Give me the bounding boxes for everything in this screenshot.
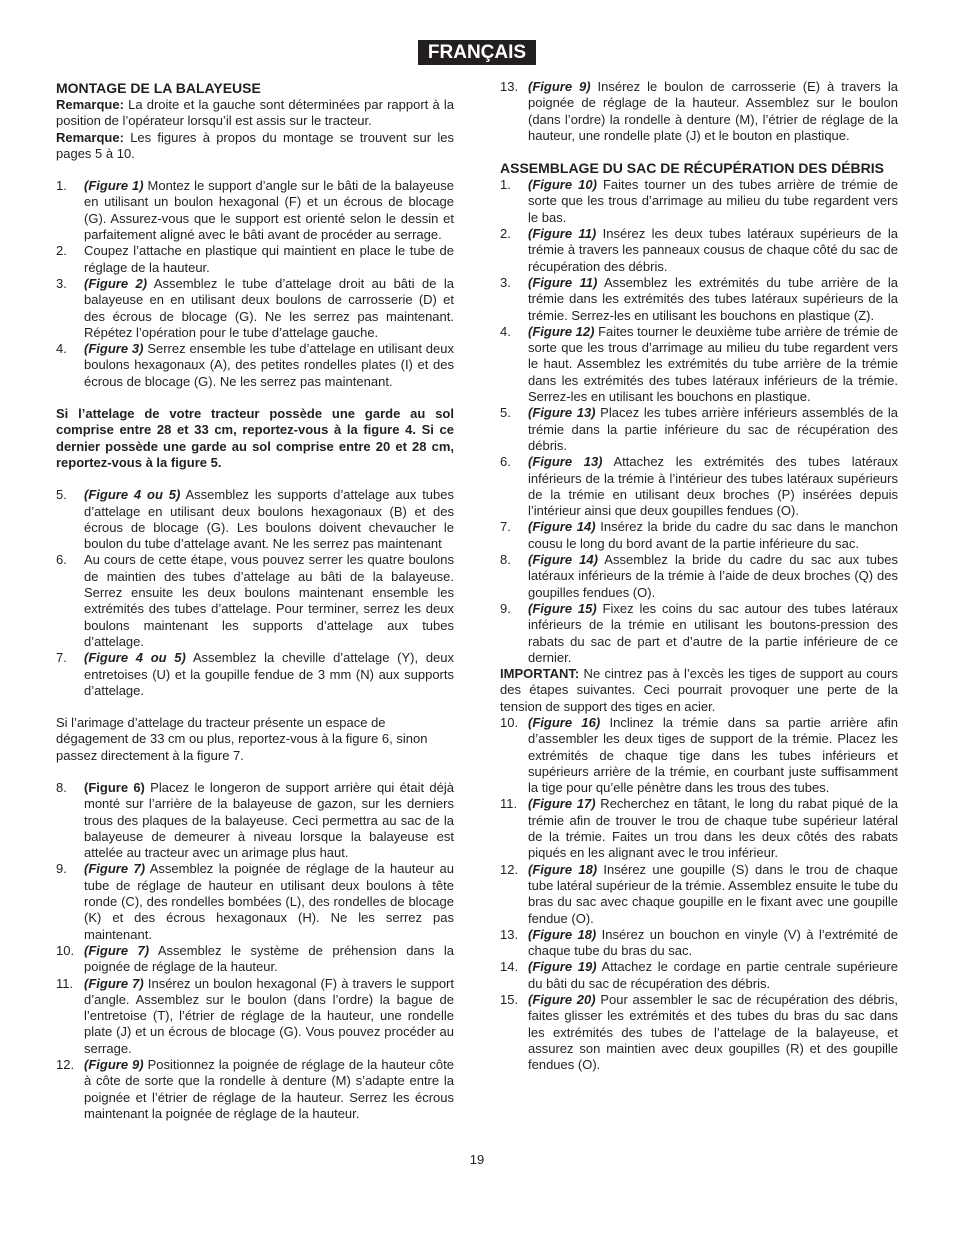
figure-reference: (Figure 15) (528, 600, 597, 616)
step-number: 13. (500, 79, 519, 94)
step-body: Faites tourner un des tubes arrière de trémie de sorte que les trous d’arrimage au milieu du tube regardent vers le bas. (528, 177, 898, 225)
list-item (500, 275, 898, 324)
list-item (500, 519, 898, 552)
step-text (84, 780, 454, 861)
step-text (84, 341, 454, 390)
list-item (500, 927, 898, 960)
step-body: Montez le support d’angle sur le bâti de la balayeuse en utilisant un boulon hexagonal (F) et un écrous de blocage (G). Assurez-vous que le support est orienté selon le dessin et parfaitement aligné avec le bâti avant de procéder au serrage. (84, 178, 454, 243)
step-number: 9. (500, 600, 511, 616)
step-number: 9. (56, 861, 67, 877)
step-text (84, 552, 454, 650)
step-number: 2. (500, 226, 511, 242)
step-body: Attachez les extrémités des tubes latéraux inférieurs de la trémie à l’intérieur des tubes latéraux supérieurs de la trémie en utilisant deux broches (P) insérées depuis l’intérieur ainsi que deux goupilles fendues (O). (528, 454, 898, 519)
note-text: La droite et la gauche sont déterminées par rapport à la position de l’opérateur lorsqu’il est assis sur le tracteur. (56, 97, 454, 129)
list-item (56, 341, 454, 390)
step-number: 6. (56, 552, 67, 568)
step-number: 7. (500, 519, 511, 535)
note-label: Remarque: (56, 97, 124, 112)
step-body: Insérez un bouchon en vinyle (V) à l’extrémité de chaque tube du bras du sac. (528, 926, 898, 959)
step-body: Recherchez en tâtant, le long du rabat piqué de la trémie afin de trouver le trou de chaque tube supérieur latéral de la trémie. Faites un trou dans les deux côtés des rabats piqués en les alignant avec le trou inférieur. (528, 796, 898, 861)
step-body: Assemblez la cheville d’attelage (Y), deux entretoises (U) et la goupille fendue de 3 mm (N) aux supports d’attelage. (84, 650, 455, 698)
list-item (500, 324, 898, 405)
step-body: Assemblez la bride du cadre du sac aux tubes latéraux inférieurs de la trémie à l’aide de deux broches (Q) des goupilles fendues (O). (528, 552, 898, 600)
step-text (528, 959, 898, 992)
important-note (500, 666, 898, 715)
important-text: Ne cintrez pas à l’excès les tiges de support au cours des étapes suivantes. Ceci pourrait provoquer une perte de la tension de support des tiges en acier. (500, 666, 898, 714)
step-body: Placez les tubes arrière inférieurs assemblés de la trémie dans la partie inférieure du sac de récupération des débris. (528, 405, 898, 453)
figure-reference: (Figure 7) (84, 861, 146, 877)
figure-reference: (Figure 3) (84, 341, 144, 357)
step-number: 14. (500, 959, 519, 975)
figure-reference: (Figure 11) (528, 226, 597, 242)
list-item (500, 405, 898, 454)
figure-reference: (Figure 11) (528, 274, 598, 290)
step-number: 3. (500, 274, 511, 290)
step-body: Insérez les deux tubes latéraux supérieurs de la trémie à travers les panneaux cousus de chaque côté du sac de récupération des débris. (528, 226, 898, 274)
step-text (84, 976, 454, 1057)
list-item (500, 959, 898, 992)
step-body: Insérez une goupille (S) dans le trou de chaque tube latéral supérieur de la trémie. Assemblez ensuite le tube du bras du sac avec chaque goupille en le fixant avec une goupille fendue (O). (528, 861, 898, 926)
step-body: Coupez l’attache en plastique qui maintient en place le tube de réglage de la hauteur. (84, 243, 454, 275)
step-text (528, 862, 898, 927)
figure-reference: (Figure 4 ou 5) (84, 487, 181, 503)
step-number: 6. (500, 454, 511, 470)
list-item (56, 243, 454, 276)
step-body: Attachez le cordage en partie centrale supérieure du bâti du sac de récupération des débris. (528, 959, 898, 991)
list-item (500, 226, 898, 275)
section-title-montage: MONTAGE DE LA BALAYEUSE (56, 80, 261, 96)
step-number: 12. (56, 1057, 75, 1073)
figure-reference: (Figure 13) (528, 454, 603, 470)
step-number: 13. (500, 926, 519, 942)
step-body: Fixez les coins du sac autour des tubes latéraux inférieurs de la trémie en utilisant les boutons-pression des rabats du sac de part et d’autre de la partie inférieure de ce dernier. (528, 600, 898, 665)
figure-reference: (Figure 4 ou 5) (84, 650, 186, 666)
figure-reference: (Figure 14) (528, 552, 598, 568)
step-text (528, 992, 898, 1073)
step-text (528, 715, 898, 796)
step-text (528, 405, 898, 454)
step-body: Assemblez les extrémités du tube arrière de la trémie dans les extrémités des tubes latéraux supérieurs de la trémie. Serrez-les en utilisant les bouchons en plastique (Z). (528, 274, 898, 323)
step-body: Positionnez la poignée de réglage de la hauteur côte à côte de sorte que la rondelle à denture (M) s’adapte entre la poignée et l’étrier de réglage de la hauteur. Serrez les écrous maintenant la poignée de réglage de la hauteur. (84, 1057, 454, 1121)
list-item (500, 177, 898, 226)
step-body: Insérez le boulon de carrosserie (E) à travers la poignée de réglage de la hauteur. Assemblez sur le boulon (dans l’ordre) la rondelle à denture (M), l’étrier de réglage de la hauteur, une rondelle plate (J) et le bouton en plastique. (528, 79, 898, 143)
step-text (84, 487, 454, 552)
step-text (528, 552, 898, 601)
figure-reference: (Figure 12) (528, 323, 595, 339)
page-number: 19 (469, 1152, 485, 1167)
step-number: 8. (500, 552, 511, 568)
figure-reference: (Figure 10) (528, 177, 597, 193)
step-body: Placez le longeron de support arrière qui était déjà monté sur l’arrière de la balayeuse de gazon, sur les derniers trous des plaques de la balayeuse. Ceci permettra au sac de la balayeuse de demeurer à niveau lorsque la balayeuse est attelée au tracteur avec un arimage plus haut. (84, 779, 454, 861)
step-text (84, 276, 454, 341)
figure-reference: (Figure 7) (84, 942, 150, 958)
step-number: 2. (56, 243, 67, 259)
steps-list (56, 780, 454, 1122)
step-number: 5. (500, 405, 511, 421)
step-text (84, 943, 454, 976)
steps-list (500, 79, 898, 144)
list-item (56, 178, 454, 243)
list-item (56, 552, 454, 650)
step-body: Assemblez la poignée de réglage de la hauteur au tube de réglage de hauteur en utilisant deux boulons à tête ronde (C), des rondelles bombées (L), des rondelles de blocage (K) et des écrous hexagonaux (H). Ne les serrez pas maintenant. (84, 861, 454, 942)
step-text (528, 275, 898, 324)
list-item (56, 780, 454, 861)
figure-reference: (Figure 7) (84, 975, 144, 991)
list-item (56, 976, 454, 1057)
step-text (528, 796, 898, 861)
figure-reference: (Figure 18) (528, 926, 597, 942)
list-item (56, 1057, 454, 1122)
step-body: Insérez un boulon hexagonal (F) à travers le support d’angle. Assemblez sur le boulon (dans l’ordre) la bague de l’entretoise (T), l’étrier de réglage de la hauteur, une rondelle plate (J) et un écrous de blocage (G). Vous pouvez procéder au serrage. (84, 975, 454, 1056)
figure-reference: (Figure 17) (528, 796, 596, 812)
step-text (84, 243, 454, 276)
step-text (528, 519, 898, 552)
step-number: 11. (500, 796, 518, 812)
step-number: 10. (500, 714, 519, 730)
step-text (528, 601, 898, 666)
step-number: 8. (56, 779, 67, 795)
step-body: Assemblez le tube d’attelage droit au bâti de la balayeuse en en utilisant deux boulons de carrosserie (D) et des écrous de blocage (G). Ne les serrez pas maintenant. Répétez l’opération pour le tube d’attelage gauche. (84, 275, 454, 340)
list-item (56, 943, 454, 976)
step-number: 1. (56, 178, 67, 194)
note-1 (56, 97, 454, 130)
figure-reference: (Figure 1) (84, 178, 144, 194)
list-item (500, 862, 898, 927)
step-number: 10. (56, 942, 75, 958)
step-number: 11. (56, 975, 74, 991)
step-text (84, 178, 454, 243)
step-number: 3. (56, 275, 67, 291)
list-item (500, 79, 898, 144)
step-text (528, 79, 898, 144)
step-text (528, 177, 898, 226)
figure-reference: (Figure 6) (84, 779, 145, 795)
note-label: Remarque: (56, 129, 124, 145)
list-item (500, 454, 898, 519)
step-text (84, 861, 454, 942)
list-item (56, 861, 454, 942)
figure-reference: (Figure 14) (528, 519, 596, 535)
step-number: 7. (56, 650, 67, 666)
list-item (500, 601, 898, 666)
clearance-note: Si l’attelage de votre tracteur possède une garde au sol comprise entre 28 et 33 cm, reportez-vous à la figure 4. Si ce dernier possède une garde au sol comprise entre 20 et 28 cm, reportez-vous à la figure 5. (56, 406, 454, 470)
step-number: 1. (500, 177, 511, 193)
step-number: 12. (500, 861, 519, 877)
step-text (528, 324, 898, 405)
step-number: 4. (56, 341, 67, 357)
steps-list (500, 177, 898, 666)
step-number: 4. (500, 323, 511, 339)
list-item (56, 276, 454, 341)
step-number: 15. (500, 992, 519, 1008)
step-body: Serrez ensemble les tube d’attelage en utilisant deux boulons hexagonaux (A), des petites rondelles plates (I) et des écrous de blocage (G). Ne les serrez pas maintenant. (84, 341, 454, 389)
step-body: Assemblez les supports d’attelage aux tubes d’attelage en utilisant deux boulons hexagonaux (B) et des écrous de blocage (G). Les boulons doivent chevaucher le boulon du tube d’attelage avant. Ne les serrez pas maintenant (84, 487, 455, 552)
section-title-sac: ASSEMBLAGE DU SAC DE RÉCUPÉRATION DES DÉBRIS (500, 160, 885, 177)
step-body: Pour assembler le sac de récupération des débris, faites glisser les extrémités et des tubes du bras du sac dans les extrémités des tubes de l’attelage de la balayeuse, et assurez son maintien avec deux goupilles (R) et des goupille fendues (O). (528, 992, 898, 1073)
right-column (500, 79, 898, 1074)
figure-reference: (Figure 2) (84, 275, 148, 291)
step-text (528, 454, 898, 519)
steps-list (56, 487, 454, 699)
step-body: Assemblez le système de préhension dans la poignée de réglage de la hauteur. (84, 942, 454, 975)
arimage-note: Si l’arimage d’attelage du tracteur présente un espace de dégagement de 33 cm ou plus, reportez-vous à la figure 6, sinon passez directement à la figure 7. (56, 715, 428, 763)
figure-reference: (Figure 9) (528, 79, 591, 94)
note-2 (56, 130, 454, 163)
step-text (528, 927, 898, 960)
list-item (500, 552, 898, 601)
step-text (528, 226, 898, 275)
list-item (500, 715, 898, 796)
list-item (56, 487, 454, 552)
steps-list (500, 715, 898, 1074)
figure-reference: (Figure 13) (528, 405, 596, 421)
figure-reference: (Figure 18) (528, 861, 598, 877)
figure-reference: (Figure 16) (528, 714, 601, 730)
note-text: Les figures à propos du montage se trouvent sur les pages 5 à 10. (56, 129, 454, 161)
important-label: IMPORTANT: (500, 666, 580, 682)
step-text (84, 650, 454, 699)
language-badge: FRANÇAIS (418, 40, 536, 65)
step-body: Insérez la bride du cadre du sac dans le manchon cousu le long du bord avant de la partie inférieure du sac. (528, 519, 898, 551)
step-body: Inclinez la trémie dans sa partie arrière afin d’assembler les deux tiges de support de la trémie. Placez les extrémités de chaque tige dans les tubes inférieurs et supérieurs arrière de la trémie, en courbant juste suffisamment la tige pour qu’elle pénètre dans les trous des tubes. (528, 714, 898, 796)
figure-reference: (Figure 19) (528, 959, 597, 975)
step-body: Faites tourner le deuxième tube arrière de trémie de sorte que les trous d’arrimage au milieu du tube regardent vers le haut. Assemblez les extrémités du tube arrière de la trémie dans les extrémités des tubes latéraux inférieurs de la trémie. Serrez-les en utilisant les bouchons en plastique. (528, 323, 898, 405)
steps-list (56, 178, 454, 390)
list-item (56, 650, 454, 699)
figure-reference: (Figure 20) (528, 992, 596, 1008)
left-column (56, 80, 454, 1122)
step-number: 5. (56, 487, 67, 503)
step-body: Au cours de cette étape, vous pouvez serrer les quatre boulons de maintien des tubes d’attelage au bâti de la balayeuse. Serrez ensuite les deux boulons maintenant ensemble les extrémités des tubes d’attelage. Pour terminer, serrez les deux boulons maintenant les supports d’attelage aux tubes d’attelage. (84, 552, 454, 649)
step-text (84, 1057, 454, 1122)
figure-reference: (Figure 9) (84, 1057, 144, 1073)
list-item (500, 796, 898, 861)
list-item (500, 992, 898, 1073)
